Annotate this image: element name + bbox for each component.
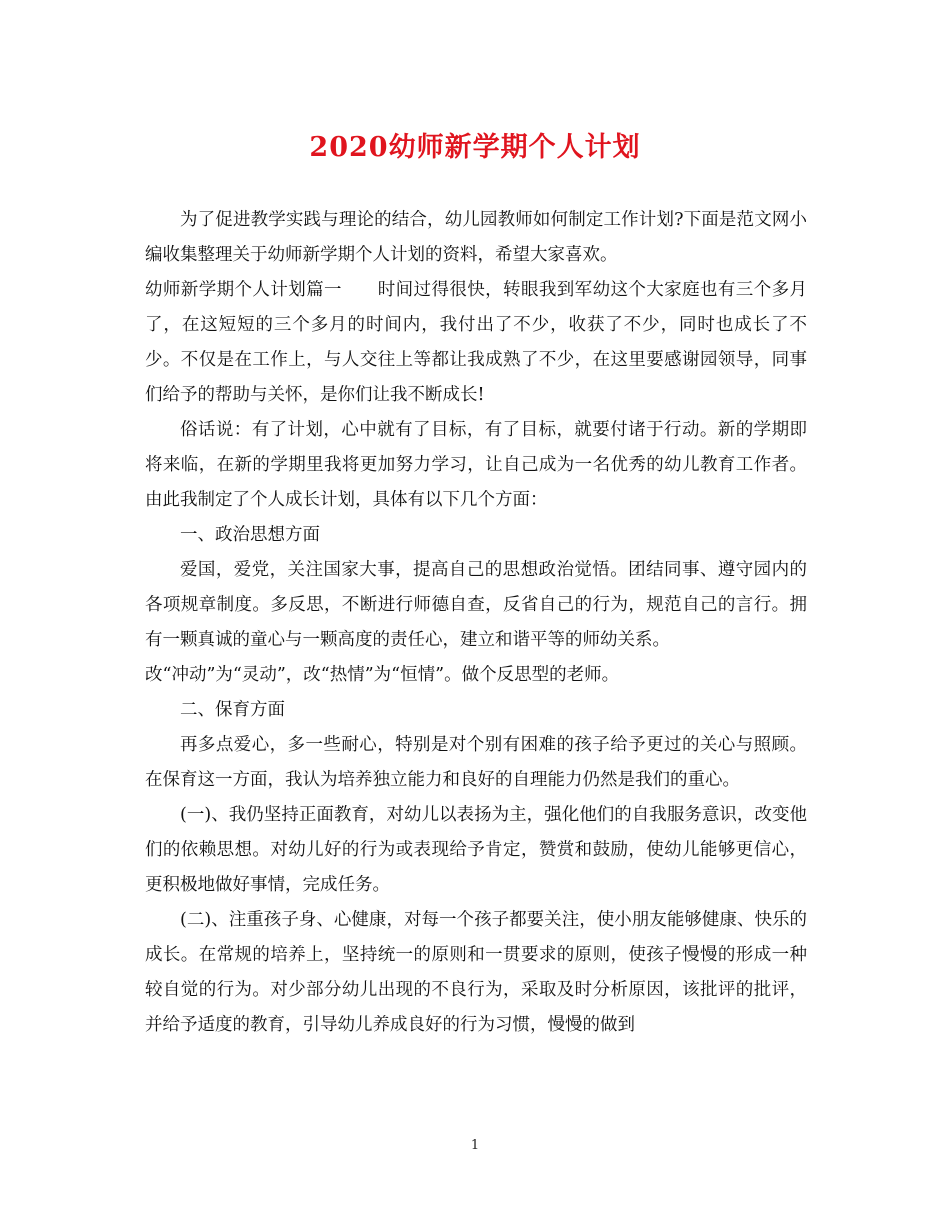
paragraph-section-one: 幼师新学期个人计划篇一 时间过得很快，转眼我到军幼这个大家庭也有三个多月了，在这短短的三个多月的时间内，我付出了不少，收获了不少，同时也成长了不少。不仅是在工作上，与人交往上等都让我成熟了不少，在这里要感谢园领导，同事们给予的帮助与关怀，是你们让我不断成长! (145, 280, 807, 405)
page-number: 1 (470, 1138, 480, 1153)
paragraph-intro: 为了促进教学实践与理论的结合，幼儿园教师如何制定工作计划?下面是范文网小编收集整理关于幼师新学期个人计划的资料，希望大家喜欢。 (145, 210, 807, 265)
document-body (145, 203, 807, 1043)
paragraph-care: 再多点爱心，多一些耐心，特别是对个别有困难的孩子给予更过的关心与照顾。在保育这一方面，我认为培养独立能力和良好的自理能力仍然是我们的重心。 (145, 735, 807, 790)
paragraph-politics: 爱国，爱党，关注国家大事，提高自己的思想政治觉悟。团结同事、遵守园内的各项规章制度。多反思，不断进行师德自查，反省自己的行为，规范自己的言行。拥有一颗真诚的童心与一颗高度的责任心，建立和谐平等的师幼关系。 (145, 560, 807, 650)
paragraph-care-item-1: (一)、我仍坚持正面教育，对幼儿以表扬为主，强化他们的自我服务意识，改变他们的依赖思想。对幼儿好的行为或表现给予肯定，赞赏和鼓励，使幼儿能够更信心，更积极地做好事情，完成任务。 (145, 805, 807, 895)
heading-care: 二、保育方面 (180, 700, 285, 720)
heading-politics: 一、政治思想方面 (180, 525, 320, 545)
paragraph-politics-motto: 改“冲动”为“灵动”，改“热情”为“恒情”。做个反思型的老师。 (145, 665, 620, 685)
document-title: 2020幼师新学期个人计划 (309, 132, 641, 163)
paragraph-plan-intro: 俗话说：有了计划，心中就有了目标，有了目标，就要付诸于行动。新的学期即将来临，在新的学期里我将更加努力学习，让自己成为一名优秀的幼儿教育工作者。由此我制定了个人成长计划，具体有以下几个方面： (145, 420, 807, 510)
paragraph-care-item-2: (二)、注重孩子身、心健康，对每一个孩子都要关注，使小朋友能够健康、快乐的成长。在常规的培养上，坚持统一的原则和一贯要求的原则，使孩子慢慢的形成一种较自觉的行为。对少部分幼儿出现的不良行为，采取及时分析原因，该批评的批评，并给予适度的教育，引导幼儿养成良好的行为习惯，慢慢的做到 (145, 910, 807, 1035)
